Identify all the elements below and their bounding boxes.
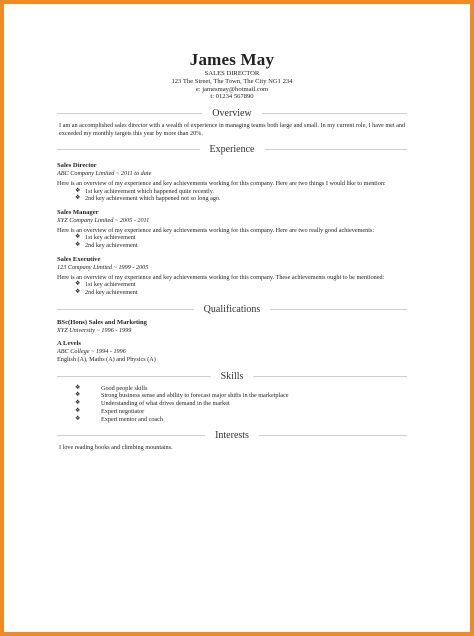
bullet-icon: ❖ bbox=[75, 415, 81, 422]
job-summary: Here is an overview of my experience and key achievements working for this company. Here are two things I would like to mention: bbox=[57, 179, 386, 187]
bullet-icon: ❖ bbox=[75, 407, 81, 414]
overview-text: I am an accomplished sales director with a wealth of experience in managing teams both large and small. In my current role, I have met and exceeded my monthly targets this year by more than 20%. bbox=[59, 122, 406, 137]
interests-heading: Interests bbox=[57, 429, 407, 442]
skills-list bbox=[57, 385, 407, 424]
list-item: ❖ Understanding of what drives demand in the market bbox=[75, 400, 230, 408]
job-summary: Here is an overview of my experience and key achievements working for this company. These achievements ought to be mentioned: bbox=[57, 273, 385, 281]
qualifications-heading: Qualifications bbox=[57, 303, 407, 316]
skills-heading: Skills bbox=[57, 370, 407, 383]
bullet-icon: ❖ bbox=[75, 281, 81, 288]
address: 123 The Street, The Town, The City NG1 234 bbox=[171, 77, 293, 85]
job-title: SALES DIRECTOR bbox=[204, 70, 260, 77]
achievement-list bbox=[57, 281, 407, 297]
list-item: ❖ 2nd key achievement bbox=[75, 288, 138, 296]
bullet-icon: ❖ bbox=[75, 392, 81, 399]
bullet-icon: ❖ bbox=[75, 242, 81, 249]
job-company: 123 Company Limited ~ 1999 - 2005 bbox=[57, 263, 149, 271]
list-item: ❖ 2nd key achievement which happened not so long ago. bbox=[75, 195, 221, 203]
job-title-text: Sales Executive bbox=[57, 255, 101, 263]
resume-page bbox=[57, 50, 407, 452]
bullet-icon: ❖ bbox=[75, 288, 81, 295]
qualification-entry bbox=[57, 340, 407, 363]
qualification-detail: ABC College ~ 1994 - 1996 bbox=[57, 348, 126, 356]
list-item: ❖ 1st key achievement which happened quite recently. bbox=[75, 187, 214, 195]
achievement-list bbox=[57, 188, 407, 204]
achievement-list bbox=[57, 234, 407, 250]
job-entry bbox=[57, 209, 407, 250]
qualification-detail: XYZ University ~ 1996 - 1999 bbox=[57, 326, 132, 334]
qualification-entry bbox=[57, 319, 407, 335]
list-item: ❖ Expert negotiator bbox=[75, 407, 145, 415]
list-item: ❖ Expert mentor and coach bbox=[75, 415, 164, 423]
bullet-icon: ❖ bbox=[75, 234, 81, 241]
bullet-icon: ❖ bbox=[75, 187, 81, 194]
email[interactable]: e: jamesmay@hotmail.com bbox=[195, 85, 269, 93]
qualification-grades: English (A), Maths (A) and Physics (A) bbox=[57, 355, 156, 363]
list-item: ❖ Good people skills bbox=[75, 384, 148, 392]
phone: t: 01234 567890 bbox=[210, 93, 254, 101]
job-entry bbox=[57, 256, 407, 297]
job-title-text: Sales Director bbox=[57, 162, 97, 170]
list-item: ❖ 1st key achievement bbox=[75, 234, 136, 242]
bullet-icon: ❖ bbox=[75, 195, 81, 202]
candidate-name: James May bbox=[189, 50, 275, 69]
resume-header bbox=[57, 50, 407, 101]
job-company: ABC Company Limited ~ 2011 to date bbox=[57, 170, 152, 178]
interests-text: I love reading books and climbing mountains. bbox=[59, 444, 173, 452]
overview-heading: Overview bbox=[57, 107, 407, 120]
job-company: XYZ Company Limited ~ 2005 - 2011 bbox=[57, 217, 150, 225]
experience-heading: Experience bbox=[57, 143, 407, 156]
bullet-icon: ❖ bbox=[75, 384, 81, 391]
list-item: ❖ Strong business sense and ability to forecast major shifts in the marketplace bbox=[75, 392, 289, 400]
bullet-icon: ❖ bbox=[75, 400, 81, 407]
job-title-text: Sales Manager bbox=[57, 209, 99, 217]
qualification-title: A Levels bbox=[57, 340, 81, 348]
job-summary: Here is an overview of my experience and key achievements working for this company. Here are two really good achievements: bbox=[57, 226, 375, 234]
list-item: ❖ 1st key achievement bbox=[75, 281, 136, 289]
list-item: ❖ 2nd key achievement bbox=[75, 242, 138, 250]
qualification-title: BSc(Hons) Sales and Marketing bbox=[57, 318, 147, 326]
job-entry bbox=[57, 162, 407, 203]
